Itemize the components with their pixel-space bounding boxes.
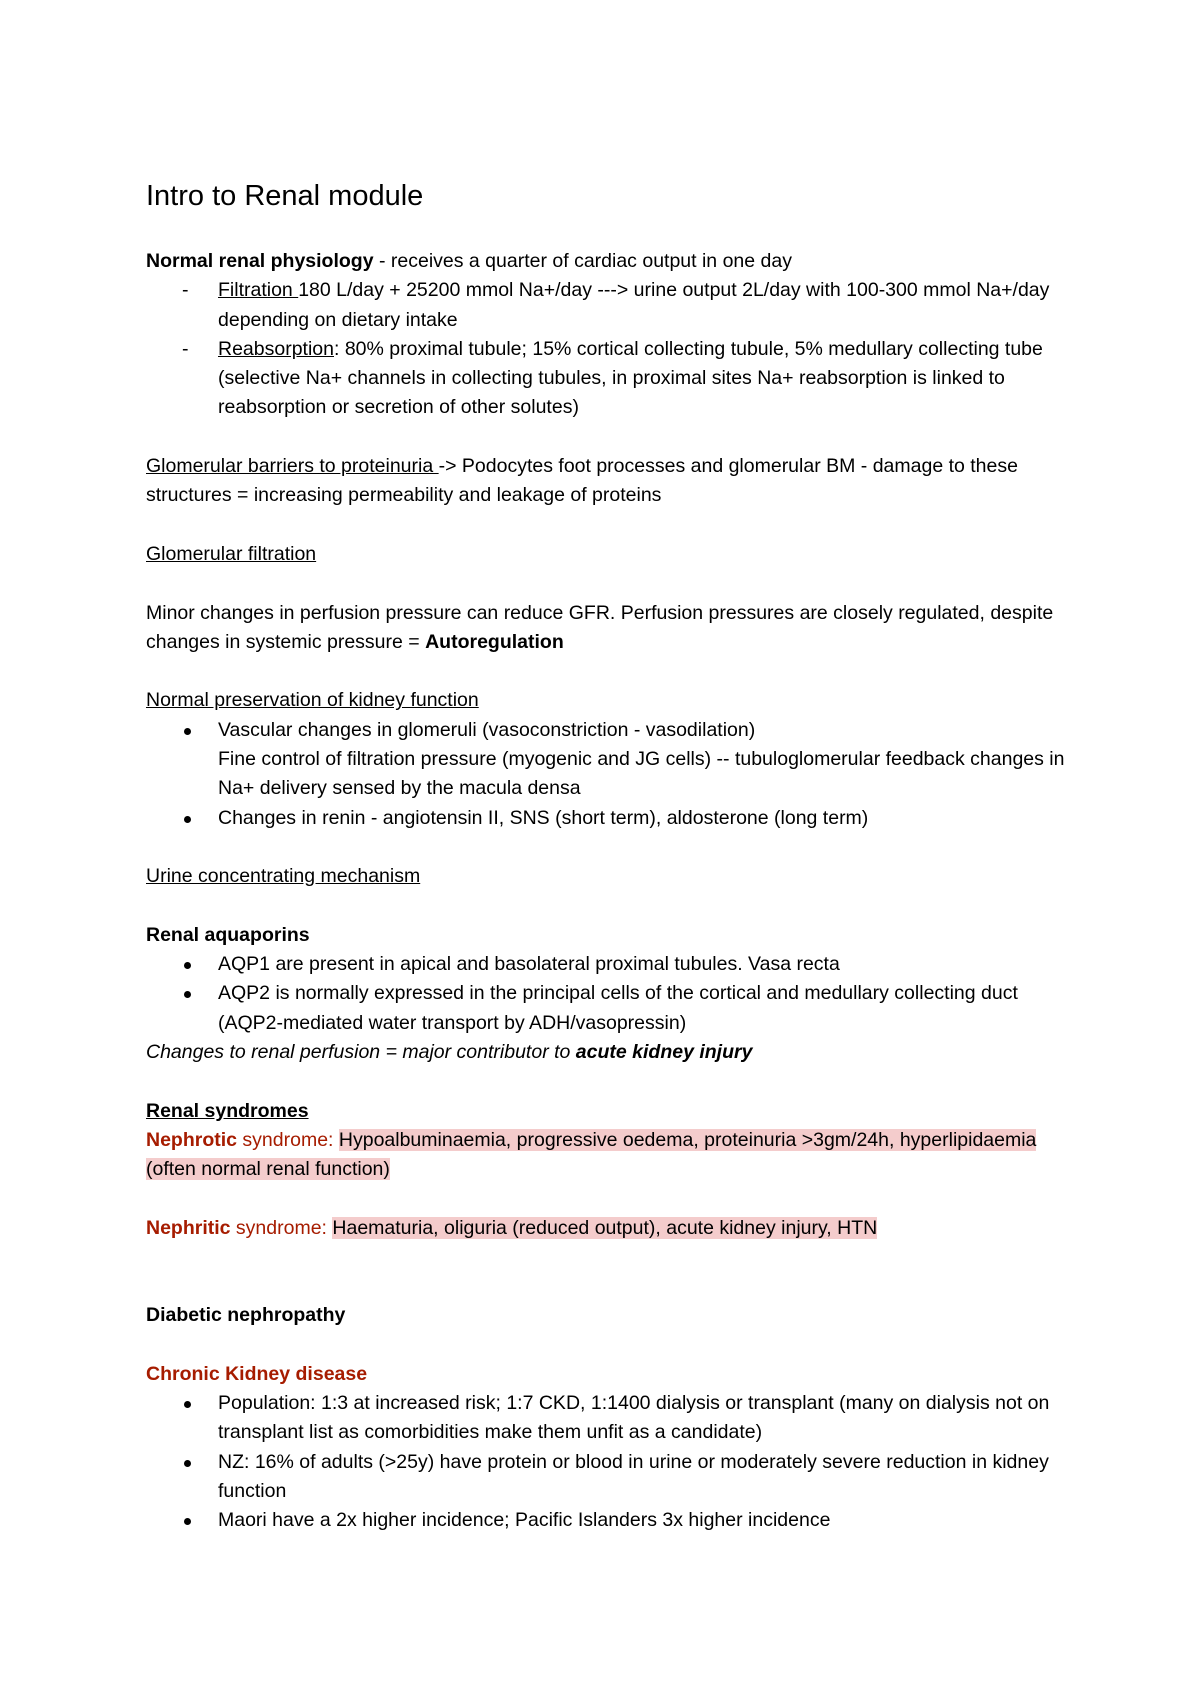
ckd-item-2: NZ: 16% of adults (>25y) have protein or blood in urine or moderately severe reduction in kidney function — [218, 1450, 1049, 1502]
aquaporins-list — [146, 950, 1066, 1038]
dash-bullet — [182, 335, 218, 364]
ckd-list — [146, 1389, 1066, 1535]
nephrotic-paragraph — [146, 1126, 1066, 1185]
ckd-item-1: Population: 1:3 at increased risk; 1:7 CKD, 1:1400 dialysis or transplant (many on dialysis not on transplant list as comorbidities make them unfit as a candidate) — [218, 1391, 1050, 1444]
aki-note-bold: acute kidney injury — [575, 1041, 753, 1064]
renal-syndromes-heading: Renal syndromes — [146, 1099, 309, 1122]
nephrotic-label: Nephrotic — [146, 1128, 238, 1151]
preservation-item-2: Changes in renin - angiotensin II, SNS (short term), aldosterone (long term) — [218, 806, 869, 829]
diabetic-nephropathy-heading: Diabetic nephropathy — [146, 1304, 346, 1327]
preservation-item-1: Vascular changes in glomeruli (vasoconstriction - vasodilation) — [218, 718, 756, 741]
list-item — [146, 804, 1066, 833]
glomerular-barriers-label: Glomerular barriers to proteinuria — [146, 455, 439, 478]
page-title: Intro to Renal module — [146, 180, 424, 212]
preservation-heading: Normal preservation of kidney function — [146, 689, 479, 712]
reabsorption-label: Reabsorption — [218, 337, 334, 360]
list-item — [146, 950, 1066, 979]
ckd-item-3: Maori have a 2x higher incidence; Pacific Islanders 3x higher incidence — [218, 1509, 831, 1532]
filtration-text: 180 L/day + 25200 mmol Na+/day ---> urine output 2L/day with 100-300 mmol Na+/day depending on dietary intake — [218, 279, 1050, 331]
nephrotic-syndrome-word: syndrome: — [237, 1128, 339, 1151]
list-item — [146, 1389, 1066, 1448]
list-item — [146, 716, 1066, 804]
filtration-label: Filtration — [218, 279, 299, 302]
list-item — [146, 335, 1066, 423]
nephrotic-text: Hypoalbuminaemia, progressive oedema, proteinuria >3gm/24h, hyperlipidaemia (often normal renal function) — [146, 1128, 1037, 1181]
nephritic-syndrome-word: syndrome: — [230, 1216, 333, 1239]
nephritic-text: Haematuria, oliguria (reduced output), acute kidney injury, HTN — [332, 1216, 878, 1239]
dash-bullet — [182, 276, 218, 305]
normal-physiology-paragraph — [146, 247, 1066, 276]
preservation-list — [146, 716, 1066, 833]
aki-note — [146, 1038, 1066, 1067]
glomerular-barriers-paragraph — [146, 452, 1066, 511]
glomerular-filtration-text: Minor changes in perfusion pressure can reduce GFR. Perfusion pressures are closely regulated, despite changes in systemic pressure = — [146, 601, 1054, 653]
aquaporin-item-1: AQP1 are present in apical and basolateral proximal tubules. Vasa recta — [218, 953, 840, 976]
preservation-item-1-cont: Fine control of filtration pressure (myogenic and JG cells) -- tubuloglomerular feedback changes in Na+ delivery sensed by the macula densa — [218, 748, 1065, 800]
normal-physiology-heading: Normal renal physiology — [146, 250, 374, 272]
list-item — [146, 1506, 1066, 1535]
normal-physiology-text: - receives a quarter of cardiac output in one day — [373, 250, 792, 272]
aki-note-text: Changes to renal perfusion = major contributor to — [146, 1041, 576, 1064]
nephritic-label: Nephritic — [146, 1216, 231, 1239]
physiology-list — [146, 276, 1066, 422]
urine-concentrating-heading: Urine concentrating mechanism — [146, 865, 421, 888]
list-item — [146, 276, 1066, 335]
autoregulation-term: Autoregulation — [425, 630, 564, 653]
glomerular-filtration-heading: Glomerular filtration — [146, 542, 317, 565]
glomerular-filtration-paragraph — [146, 599, 1066, 658]
aquaporins-heading: Renal aquaporins — [146, 923, 310, 946]
glomerular-barriers-text: -> Podocytes foot processes and glomerular BM - damage to these structures = increasing permeability and leakage of proteins — [146, 455, 1018, 507]
reabsorption-text: : 80% proximal tubule; 15% cortical collecting tubule, 5% medullary collecting tube (selective Na+ channels in collecting tubules, in proximal sites Na+ reabsorption is linked to reabsorption or secretion of other solutes) — [218, 337, 1043, 419]
ckd-heading: Chronic Kidney disease — [146, 1362, 368, 1385]
nephritic-paragraph — [146, 1214, 1066, 1243]
list-item — [146, 1448, 1066, 1507]
aquaporin-item-2: AQP2 is normally expressed in the principal cells of the cortical and medullary collecting duct (AQP2-mediated water transport by ADH/vasopressin) — [218, 982, 1018, 1034]
document-page — [146, 178, 1066, 1535]
list-item — [146, 979, 1066, 1038]
